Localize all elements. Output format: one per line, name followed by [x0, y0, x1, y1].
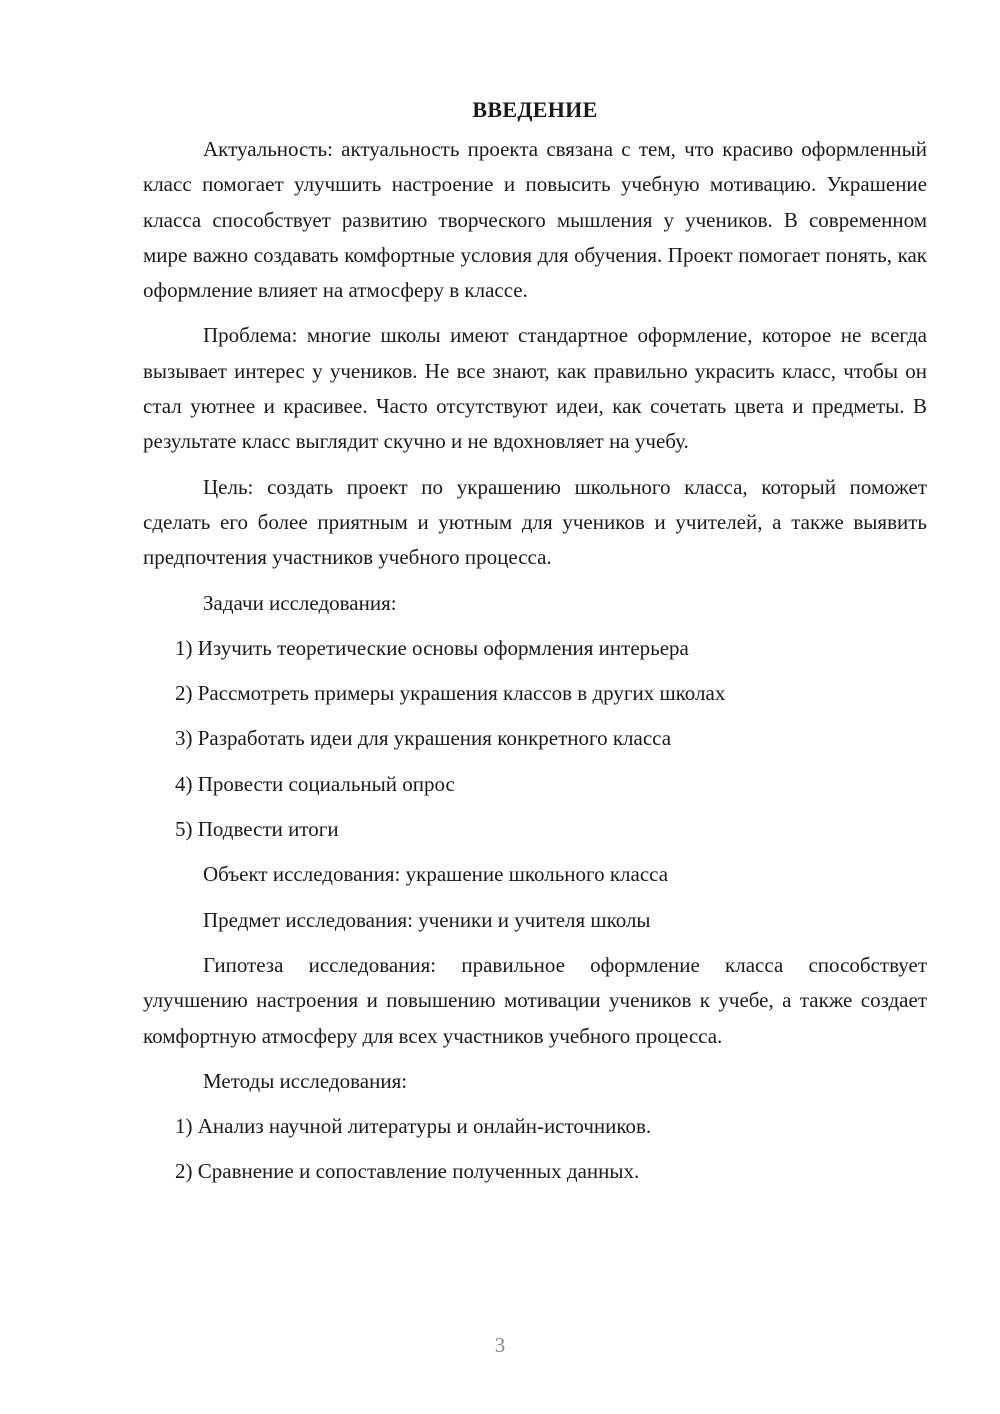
list-item: 2) Рассмотреть примеры украшения классов в других школах — [175, 681, 726, 706]
methods-list — [143, 1109, 927, 1190]
list-item: 1) Изучить теоретические основы оформления интерьера — [175, 635, 689, 660]
list-item: 3) Разработать идеи для украшения конкретного класса — [175, 726, 672, 751]
list-item: 1) Анализ научной литературы и онлайн-источников. — [175, 1114, 652, 1139]
goal-paragraph: Цель: создать проект по украшению школьного класса, который поможет сделать его более приятным и уютным для учеников и учителей, а также выявить предпочтения участников учебного процесса. — [143, 474, 927, 570]
page-title: ВВЕДЕНИЕ — [472, 97, 598, 122]
methods-heading: Методы исследования: — [203, 1068, 408, 1093]
tasks-list — [143, 631, 927, 847]
page-number: 3 — [494, 1333, 506, 1357]
list-item: 4) Провести социальный опрос — [175, 771, 455, 796]
hypothesis-paragraph: Гипотеза исследования: правильное оформление класса способствует улучшению настроения и повышению мотивации учеников к учебе, а также создает комфортную атмосферу для всех участников учебного процесса. — [143, 952, 927, 1048]
relevance-paragraph: Актуальность: актуальность проекта связана с тем, что красиво оформленный класс помогает улучшить настроение и повысить учебную мотивацию. Украшение класса способствует развитию творческого мышления у учеников. В современном мире важно создавать комфортные условия для обучения. Проект помогает понять, как оформление влияет на атмосферу в классе. — [143, 137, 927, 303]
tasks-heading: Задачи исследования: — [203, 590, 397, 615]
problem-paragraph: Проблема: многие школы имеют стандартное оформление, которое не всегда вызывает интерес у учеников. Не все знают, как правильно украсить класс, чтобы он стал уютнее и красивее. Часто отсутствуют идеи, как сочетать цвета и предметы. В результате класс выглядит скучно и не вдохновляет на учебу. — [143, 323, 927, 454]
research-object: Объект исследования: украшение школьного класса — [203, 862, 669, 887]
research-subject: Предмет исследования: ученики и учителя школы — [203, 907, 651, 932]
list-item: 5) Подвести итоги — [175, 817, 339, 842]
page-content — [143, 92, 927, 1200]
list-item: 2) Сравнение и сопоставление полученных данных. — [175, 1159, 640, 1184]
